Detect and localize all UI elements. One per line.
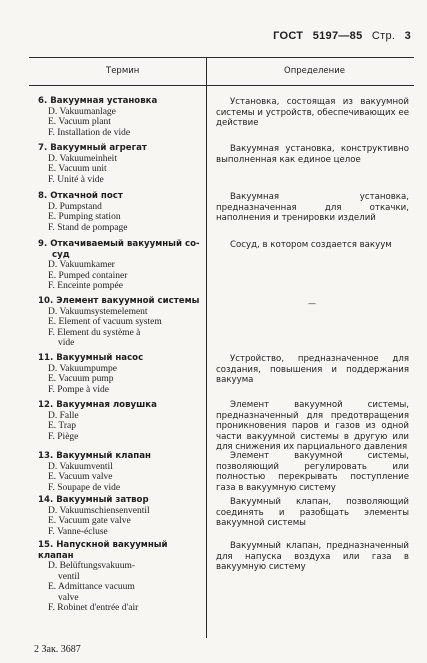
translation-en: E. Element of vacuum system — [48, 317, 162, 327]
translation-de: D. Falle — [48, 410, 79, 421]
translation-en: E. Vacuum gate valve — [48, 516, 131, 526]
term-name: 10. Элемент вакуумной системы — [38, 296, 200, 306]
translation-en: E. Vacuum valve — [48, 472, 113, 482]
term-name: 13. Вакуумный клапан — [38, 451, 151, 461]
term-name: 15. Напускной вакуумный клапан — [38, 540, 168, 561]
term-name: 14. Вакуумный затвор — [38, 495, 149, 505]
print-order-footer: 2 Зак. 3687 — [34, 644, 81, 655]
translation-en: E. Pumping station — [48, 212, 121, 222]
term-entry-8 — [38, 191, 206, 233]
definition-14: Вакуумный клапан, позволяющий соединять и разобщать элементы вакуумной системы — [216, 497, 409, 528]
definition-15: Вакуумный клапан, предназначенный для напуска воздуха или газа в вакуумную систему — [216, 541, 409, 572]
translation-fr: F. Soupape de vide — [48, 482, 121, 493]
translation-en: E. Admittance vacuum — [48, 582, 135, 592]
translation-fr: F. Piège — [48, 431, 79, 442]
term-name: 11. Вакуумный насос — [38, 353, 144, 363]
term-name: 7. Вакуумный агрегат — [38, 143, 147, 153]
translation-de: D. Vakuumpumpe — [48, 363, 117, 374]
term-name: 8. Откачной пост — [38, 191, 123, 201]
term-entry-13 — [38, 451, 206, 493]
term-name: 12. Вакуумная ловушка — [38, 400, 157, 410]
column-divider — [206, 57, 207, 638]
translation-fr: F. Unité à vide — [48, 174, 104, 185]
column-header-term: Термин — [106, 66, 140, 76]
translation-de: D. Vakuumanlage — [48, 106, 116, 117]
definition-13: Элемент вакуумной системы, позволяющий регулировать или полностью перекрывать поступление газа в вакуумную систему — [216, 451, 409, 493]
definition-6: Установка, состоящая из вакуумной системы и устройств, обеспечивающих ее действие — [216, 97, 409, 128]
term-name: 9. Откачиваемый вакуумный со- — [38, 239, 200, 249]
standard-number: 5197—85 — [312, 30, 363, 42]
term-entry-6 — [38, 96, 206, 138]
translation-fr: F. Robinet d'entrée d'air — [48, 603, 139, 613]
term-entry-10 — [38, 296, 206, 349]
term-entry-15 — [38, 540, 206, 614]
translation-de: D. Pumpstand — [48, 201, 102, 212]
term-entry-9 — [38, 239, 206, 292]
definition-10: — — [308, 299, 316, 308]
translation-fr: F. Vanne-écluse — [48, 526, 108, 537]
definition-7: Вакуумная установка, конструктивно выполненная как единое целое — [216, 144, 409, 165]
translation-de: D. Vakuumsystemelement — [48, 306, 148, 317]
term-entry-12 — [38, 400, 206, 442]
term-entry-14 — [38, 495, 206, 537]
definition-11: Устройство, предназначенное для создания, повышения и поддержания вакуума — [216, 354, 409, 385]
term-entry-11 — [38, 353, 206, 395]
translation-de: D. Vakuumeinheit — [48, 153, 117, 164]
translation-en: E. Pumped container — [48, 270, 128, 281]
term-name-continued: суд — [52, 249, 70, 260]
definition-12: Элемент вакуумной системы, предназначенный для предотвращения проникновения паров и газов из одной части вакуумной системы в другую или для снижения их парциального давления — [216, 400, 409, 452]
translation-de: D. Vakuumschiensenventil — [48, 505, 150, 516]
translation-en: E. Trap — [48, 421, 76, 431]
translation-de-continued: ventil — [58, 571, 80, 582]
translation-en: E. Vacuum plant — [48, 117, 111, 127]
translation-fr: F. Element du système à — [48, 327, 141, 338]
translation-fr: F. Stand de pompage — [48, 222, 128, 233]
term-entry-7 — [38, 143, 206, 185]
page-label: Стр. — [371, 30, 396, 42]
table-top-rule — [29, 57, 414, 58]
translation-fr-continued: vide — [58, 338, 75, 348]
translation-fr: F. Installation de vide — [48, 127, 131, 138]
standard-header — [267, 30, 411, 42]
definition-8: Вакуумная установка, предназначенная для откачки, наполнения и тренировки изделий — [216, 192, 409, 223]
translation-en-continued: valve — [58, 592, 79, 603]
standard-label: ГОСТ — [273, 30, 304, 42]
column-header-definition: Определение — [284, 66, 345, 76]
page-number: 3 — [404, 30, 411, 42]
translation-en: E. Vacuum pump — [48, 374, 114, 384]
translation-de: D. Belüftungsvakuum- — [48, 561, 136, 571]
translation-fr: F. Pompe à vide — [48, 384, 109, 395]
translation-fr: F. Enceinte pompée — [48, 281, 123, 291]
translation-de: D. Vakuumkamer — [48, 260, 115, 270]
translation-de: D. Vakuumventil — [48, 461, 113, 472]
term-name: 6. Вакуумная установка — [38, 96, 158, 106]
translation-en: E. Vacuum unit — [48, 164, 107, 174]
definition-9: Сосуд, в котором создается вакуум — [230, 240, 392, 250]
table-header-rule — [29, 85, 414, 86]
